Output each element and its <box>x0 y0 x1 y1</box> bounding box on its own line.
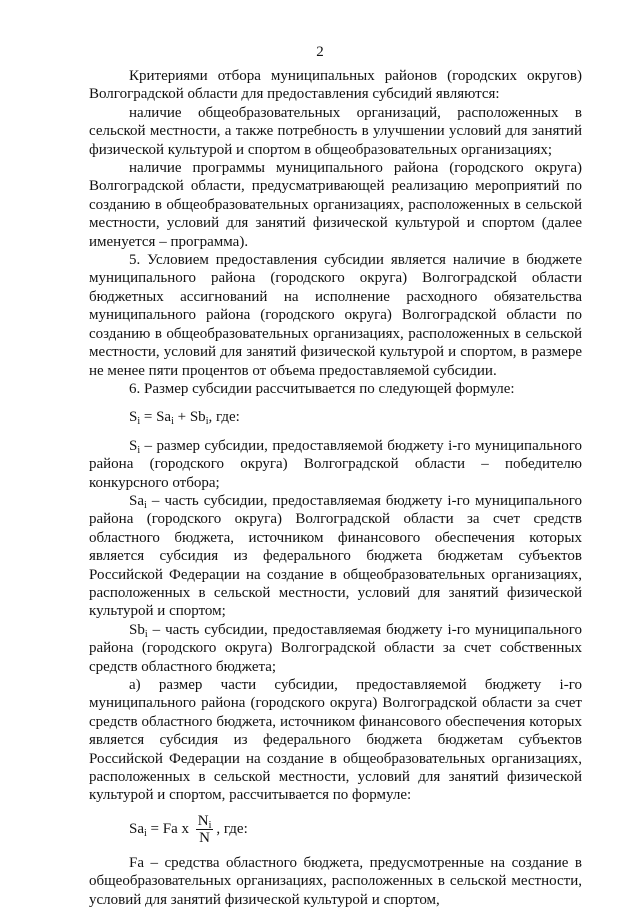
paragraph-criterion-1: наличие общеобразовательных организаций, расположенных в сельской местности, а также потребность в улучшении условий для занятий физической культурой и спортом в общеобразовательных организациях; <box>89 104 582 158</box>
definition-sai: $Sa_i$ – часть субсидии, предоставляемая бюджету i-го муниципального района (городского округа) Волгоградской области за счет средств областного бюджета, источником финансового обеспечения которых является субсидия из федерального бюджета бюджетам субъектов Российской Федерации на создание в общеобразовательных организациях, расположенных в сельской местности, условий для занятий физической культурой и спортом; <box>89 492 582 620</box>
paragraph-condition-5: 5. Условием предоставления субсидии является наличие в бюджете муниципального района (городского округа) Волгоградской области бюджетных ассигнований на исполнение расходного обязательства муниципального района (городского округа) Волгоградской области по созданию в общеобразовательных организациях, расположенных в сельской местности, условий для занятий физической культурой и спортом, в размере не менее пяти процентов от объема предоставляемой субсидии. <box>89 252 582 379</box>
fraction-ni-over-n: $\frac{N_i}{N}$ <box>197 812 212 846</box>
document-body <box>89 67 582 909</box>
definition-fa: Fa – средства областного бюджета, предусмотренные на создание в общеобразовательных организациях, расположенных в сельской местности, условий для занятий физической культурой и спортом, <box>89 854 582 908</box>
paragraph-criteria-intro: Критериями отбора муниципальных районов (городских округов) Волгоградской области для предоставления субсидий являются: <box>89 68 582 103</box>
definition-sbi: $Sb_i$ – часть субсидии, предоставляемая бюджету i-го муниципального района (городского округа) Волгоградской области за счет собственных средств областного бюджета; <box>89 621 582 675</box>
formula-subsidy-total: $S_i = Sa_i + Sb_i$, где: <box>129 409 240 428</box>
page-number: 2 <box>316 44 324 60</box>
paragraph-criterion-2: наличие программы муниципального района (городского округа) Волгоградской области, предусматривающей реализацию мероприятий по созданию в общеобразовательных организациях, расположенных в сельской местности, условий для занятий физической культурой и спортом (далее именуется – программа). <box>89 160 582 250</box>
paragraph-item-a: а) размер части субсидии, предоставляемой бюджету i-го муниципального района (городского округа) Волгоградской области за счет средств областного бюджета, источником финансового обеспечения которых является субсидия из федерального бюджета бюджетам субъектов Российской Федерации на создание в общеобразовательных организациях, расположенных в сельской местности, условий для занятий физической культурой и спортом, рассчитывается по формуле: <box>89 677 582 804</box>
paragraph-size-6: 6. Размер субсидии рассчитывается по следующей формуле: <box>129 380 515 397</box>
formula-sai: $Sa_i = Fa$ x $\frac{N_i}{N}$ , где: <box>129 812 248 846</box>
definition-si: $S_i$ – размер субсидии, предоставляемой бюджету i-го муниципального района (городского округа) Волгоградской области – победителю конкурсного отбора; <box>89 437 582 491</box>
